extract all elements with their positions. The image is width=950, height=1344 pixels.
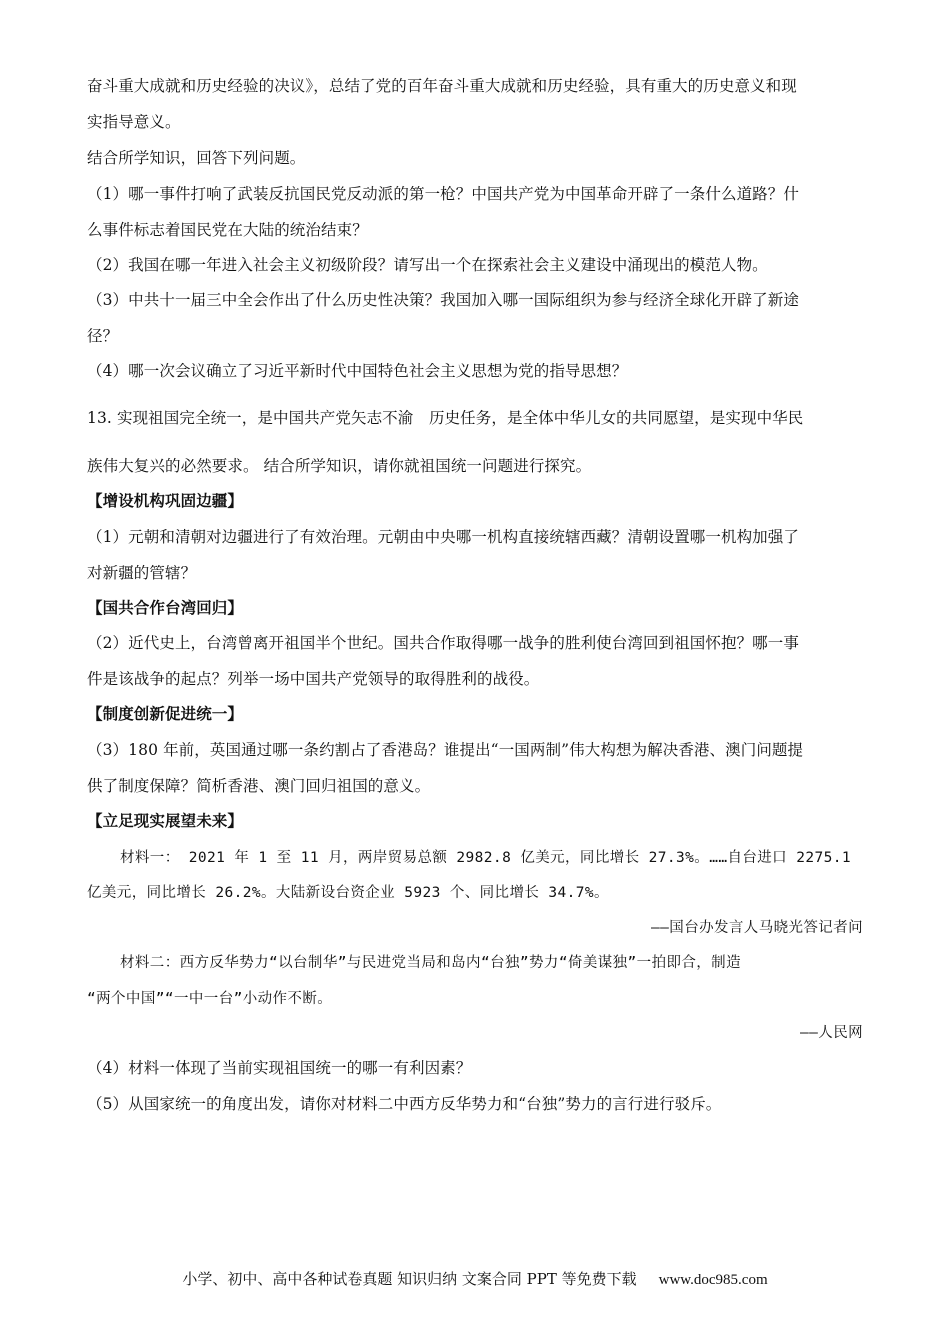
sub-question-3: 供了制度保障？简析香港、澳门回归祖国的意义。 xyxy=(87,777,431,795)
page-footer xyxy=(0,1268,950,1291)
question-1-line: （1）哪一事件打响了武装反抗国民党反动派的第一枪？中国共产党为中国革命开辟了一条什么道路？什 xyxy=(87,185,799,203)
section-heading: 【制度创新促进统一】 xyxy=(87,704,244,723)
question-13-intro: 13. 实现祖国完全统一，是中国共产党矢志不渝 历史任务，是全体中华儿女的共同愿望，是实现中华民 xyxy=(87,409,804,427)
text-line: 结合所学知识，回答下列问题。 xyxy=(87,149,306,167)
material-two: “两个中国”“一中一台”小动作不断。 xyxy=(87,991,333,1007)
question-3-line: 径？ xyxy=(87,327,119,345)
section-heading: 【增设机构巩固边疆】 xyxy=(87,491,244,510)
material-two-source: ——人民网 xyxy=(800,1025,863,1041)
material-one: 材料一： 2021 年 1 至 11 月，两岸贸易总额 2982.8 亿美元，同比增长 27.3%。……自台进口 2275.1 xyxy=(120,850,851,866)
footer-url[interactable]: www.doc985.com xyxy=(658,1272,768,1288)
question-2-line: （2）我国在哪一年进入社会主义初级阶段？请写出一个在探索社会主义建设中涌现出的模范人物。 xyxy=(87,256,768,274)
material-one: 亿美元，同比增长 26.2%。大陆新设台资企业 5923 个、同比增长 34.7%。 xyxy=(87,885,609,901)
sub-question-4: （4）材料一体现了当前实现祖国统一的哪一有利因素？ xyxy=(87,1059,472,1077)
footer-text: 小学、初中、高中各种试卷真题 知识归纳 文案合同 PPT 等免费下载 xyxy=(182,1270,637,1288)
material-one-source: ——国台办发言人马晓光答记者问 xyxy=(651,920,863,936)
material-two: 材料二：西方反华势力“以台制华”与民进党当局和岛内“台独”势力“倚美谋独”一拍即合，制造 xyxy=(120,955,741,971)
sub-question-5: （5）从国家统一的角度出发，请你对材料二中西方反华势力和“台独”势力的言行进行驳斥。 xyxy=(87,1095,722,1113)
sub-question-2: 件是该战争的起点？列举一场中国共产党领导的取得胜利的战役。 xyxy=(87,670,540,688)
question-4-line: （4）哪一次会议确立了习近平新时代中国特色社会主义思想为党的指导思想？ xyxy=(87,362,628,380)
sub-question-1: 对新疆的管辖？ xyxy=(87,564,197,582)
section-heading: 【立足现实展望未来】 xyxy=(87,811,244,830)
sub-question-2: （2）近代史上，台湾曾离开祖国半个世纪。国共合作取得哪一战争的胜利使台湾回到祖国怀抱？哪一事 xyxy=(87,634,799,652)
sub-question-1: （1）元朝和清朝对边疆进行了有效治理。元朝由中央哪一机构直接统辖西藏？清朝设置哪一机构加强了 xyxy=(87,528,799,546)
question-1-line: 么事件标志着国民党在大陆的统治结束？ xyxy=(87,221,368,239)
text-line: 实指导意义。 xyxy=(87,113,181,131)
question-13-intro: 族伟大复兴的必然要求。 结合所学知识，请你就祖国统一问题进行探究。 xyxy=(87,457,592,475)
section-heading: 【国共合作台湾回归】 xyxy=(87,598,244,617)
text-line: 奋斗重大成就和历史经验的决议》，总结了党的百年奋斗重大成就和历史经验，具有重大的历史意义和现 xyxy=(87,77,797,95)
question-3-line: （3）中共十一届三中全会作出了什么历史性决策？我国加入哪一国际组织为参与经济全球化开辟了新途 xyxy=(87,291,799,309)
sub-question-3: （3）180 年前，英国通过哪一条约割占了香港岛？谁提出“一国两制”伟大构想为解决香港、澳门问题提 xyxy=(87,741,804,759)
